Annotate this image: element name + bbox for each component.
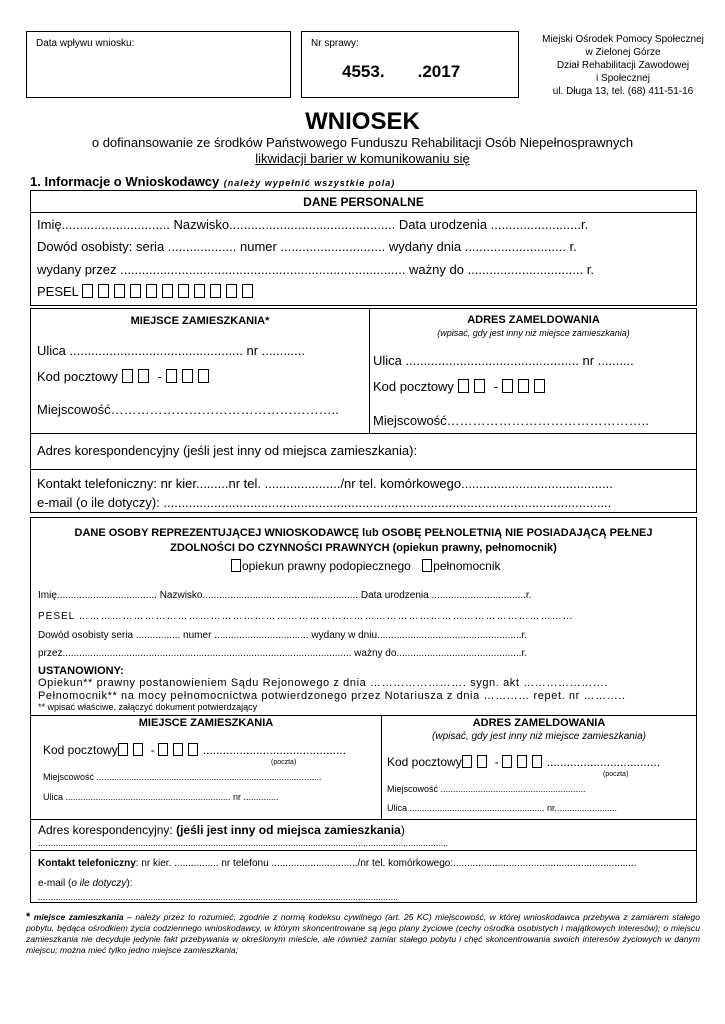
- footnote-text: – należy przez to rozumieć, zgodnie z normą kodeksu cywilnego (art. 25 KC) miejscowość, w której wnioskodawca przebywa z zamiarem stałego pobytu, będąca ośrodkiem życia codziennego wnioskodawcy, w którym skoncentrowane są jego plany życiowe (cechy ośrodka osobistych i majątkowych interesów); o miejscu zamieszkania nie decyduje jedynie fakt przebywania w określonym mieście, ale również zamiar stałego pobytu i chęć skoncentrowania swoich interesów życiowych w danym miejscu; można mieć tylko jedno miejsce zamieszkania;: [26, 912, 700, 955]
- pesel-digit-box[interactable]: [82, 284, 93, 298]
- guardian-checkbox[interactable]: [231, 559, 241, 572]
- guardian-option-label: opiekun prawny podopiecznego: [242, 559, 411, 573]
- case-number-value: 4553. .2017: [342, 62, 461, 81]
- rep-registered-city[interactable]: Miejscowość ..........................................................: [387, 784, 586, 794]
- footnote-mark: *: [26, 911, 31, 923]
- registered-street[interactable]: Ulica ................................................ nr ..........: [373, 353, 634, 368]
- rep-contact-phone[interactable]: Kontakt telefoniczny: nr kier. ................ nr telefonu .............................../nr tel. komórkowego:..................................................................: [38, 858, 637, 869]
- representative-type-options: [231, 559, 501, 573]
- org-line: Miejski Ośrodek Pomocy Społecznej: [542, 34, 704, 45]
- case-number-box[interactable]: [301, 31, 519, 98]
- residence-postal-label: Kod pocztowy: [37, 369, 118, 384]
- title-subject: likwidacji barier w komunikowaniu się: [255, 151, 470, 166]
- pesel-digit-box[interactable]: [194, 284, 205, 298]
- proxy-line[interactable]: Pełnomocnik** na mocy pełnomocnictwa potwierdzonego przez Notariusza z dnia ………… repet. nr ………..: [38, 690, 626, 702]
- personal-id-line[interactable]: Dowód osobisty: seria ................... numer ............................. wydany dnia ............................ r.: [37, 239, 577, 254]
- correspondence-label: Adres korespondencyjny (jeśli jest inny od miejsca zamieszkania):: [37, 443, 418, 458]
- residence-postal-code[interactable]: Kod pocztowy -: [37, 369, 214, 384]
- pesel-digit-box[interactable]: [162, 284, 173, 298]
- rep-name-line[interactable]: Imię.................................... Nazwisko........................................................ Data urodzenia ..................................r.: [38, 590, 532, 601]
- personal-name-line[interactable]: Imię.............................. Nazwisko.............................................. Data urodzenia .........................r.: [37, 217, 589, 232]
- rep-registered-postal-code[interactable]: Kod pocztowy - ..................................: [387, 755, 661, 769]
- rep-id-line[interactable]: Dowód osobisty seria ................ numer .................................. wydany w dniu....................................................r.: [38, 630, 528, 641]
- rep-residence-postal-sub: (poczta): [271, 759, 297, 766]
- rep-registered-heading: ADRES ZAMELDOWANIA: [472, 717, 606, 729]
- registered-postal-label: Kod pocztowy: [373, 379, 454, 394]
- date-received-label: Data wpływu wniosku:: [36, 38, 135, 49]
- org-line: w Zielonej Górze: [585, 47, 661, 58]
- pesel-digit-box[interactable]: [98, 284, 109, 298]
- pesel-digit-box[interactable]: [210, 284, 221, 298]
- registered-city[interactable]: Miejscowość………………………………………..: [373, 413, 649, 428]
- rep-registered-note: (wpisać, gdy jest inny niż miejsce zamieszkania): [432, 731, 646, 742]
- personal-issued-line[interactable]: wydany przez ............................................................................... ważny do ................................ r.: [37, 262, 594, 277]
- personal-data-heading: DANE PERSONALNE: [303, 195, 424, 209]
- rep-correspondence-label: Adres korespondencyjny:: [38, 823, 177, 837]
- registered-postal-code[interactable]: Kod pocztowy -: [373, 379, 550, 394]
- rep-registered-street[interactable]: Ulica ...................................................... nr.........................: [387, 803, 618, 813]
- rep-correspondence-condition: (jeśli jest inny od miejsca zamieszkania: [176, 823, 401, 837]
- rep-pesel-line[interactable]: PESEL ………………………………………………………………………………………………………………………: [38, 611, 574, 622]
- representative-section: [30, 517, 697, 903]
- section-1-note: (należy wypełnić wszystkie pola): [223, 178, 396, 188]
- proxy-checkbox[interactable]: [422, 559, 432, 572]
- contact-section: [30, 469, 697, 513]
- date-received-box[interactable]: [26, 31, 291, 98]
- registered-note: (wpisać, gdy jest inny niż miejsce zamieszkania): [437, 328, 630, 338]
- registered-heading: ADRES ZAMELDOWANIA: [467, 314, 600, 326]
- rep-residence-street[interactable]: Ulica .................................................................. nr ..............: [43, 792, 279, 802]
- rep-residence-city[interactable]: Miejscowość ..........................................................................................: [43, 772, 322, 782]
- rep-correspondence-dots[interactable]: ....................................................................................................................................................................: [38, 838, 449, 848]
- pesel-digit-box[interactable]: [242, 284, 253, 298]
- rep-issued-line[interactable]: przez........................................................................................................ ważny do.............................................r.: [38, 648, 528, 659]
- rep-contact-email[interactable]: e-mail (o ile dotyczy):: [38, 878, 133, 889]
- pesel-label: PESEL: [37, 284, 79, 299]
- representative-heading: DANE OSOBY REPREZENTUJĄCEJ WNIOSKODAWCĘ lub OSOBĘ PEŁNOLETNIĄ NIE POSIADAJĄCĄ PEŁNEJ ZDOLNOŚCI DO CZYNNOŚCI PRAWNYCH (opiekun prawny, pełnomocnik): [74, 527, 653, 554]
- pesel-digit-box[interactable]: [114, 284, 125, 298]
- pesel-digit-box[interactable]: [178, 284, 189, 298]
- rep-footnote: ** wpisać właściwe, załączyć dokument potwierdzający: [38, 702, 258, 712]
- pesel-digit-box[interactable]: [226, 284, 237, 298]
- residence-footnote: [26, 912, 700, 956]
- page-title: WNIOSEK: [305, 108, 420, 135]
- org-line: i Społecznej: [596, 73, 650, 84]
- pesel-field[interactable]: [37, 284, 258, 299]
- rep-residence-postal-code[interactable]: Kod pocztowy - ...........................................: [43, 743, 347, 757]
- pesel-digit-box[interactable]: [130, 284, 141, 298]
- organization-address: [522, 33, 724, 98]
- rep-registered-postal-sub: (poczta): [603, 771, 629, 778]
- contact-email-line[interactable]: e-mail (o ile dotyczy): ............................................................................................................................: [37, 495, 612, 510]
- correspondence-section[interactable]: [30, 433, 697, 470]
- org-line: Dział Rehabilitacji Zawodowej: [556, 60, 690, 71]
- pesel-digit-box[interactable]: [146, 284, 157, 298]
- footnote-term: miejsce zamieszkania: [33, 912, 124, 922]
- contact-phone-line[interactable]: Kontakt telefoniczny: nr kier.........nr tel. ...................../nr tel. komórkowego..........................................: [37, 476, 613, 491]
- residence-heading: MIEJSCE ZAMIESZKANIA*: [130, 315, 270, 327]
- appointed-heading: USTANOWIONY:: [38, 665, 124, 677]
- case-number-label: Nr sprawy:: [311, 38, 359, 49]
- org-line: ul. Długa 13, tel. (68) 411-51-16: [552, 86, 694, 97]
- section-1-title: 1. Informacje o Wnioskodawcy: [30, 174, 220, 189]
- title-subtitle: o dofinansowanie ze środków Państwowego Funduszu Rehabilitacji Osób Niepełnosprawnych: [91, 135, 634, 150]
- personal-data-section: [30, 190, 697, 306]
- proxy-option-label: pełnomocnik: [433, 559, 501, 573]
- rep-correspondence[interactable]: Adres korespondencyjny: (jeśli jest inny od miejsca zamieszkania): [38, 823, 405, 837]
- rep-contact-email-dots[interactable]: ................................................................................................................................................: [38, 892, 399, 902]
- residence-street[interactable]: Ulica ................................................ nr ............: [37, 343, 305, 358]
- rep-registered-postal-label: Kod pocztowy: [387, 755, 462, 769]
- rep-residence-postal-label: Kod pocztowy: [43, 743, 118, 757]
- residence-city[interactable]: Miejscowość……………………………………………..: [37, 402, 339, 417]
- address-section: [30, 308, 697, 434]
- section-1-heading: [30, 173, 395, 191]
- rep-residence-heading: MIEJSCE ZAMIESZKANIA: [138, 717, 274, 729]
- guardian-line[interactable]: Opiekun** prawny postanowieniem Sądu Rejonowego z dnia ……………………. sygn. akt ………………….: [38, 677, 609, 689]
- rep-contact-label: Kontakt telefoniczny: [38, 858, 136, 869]
